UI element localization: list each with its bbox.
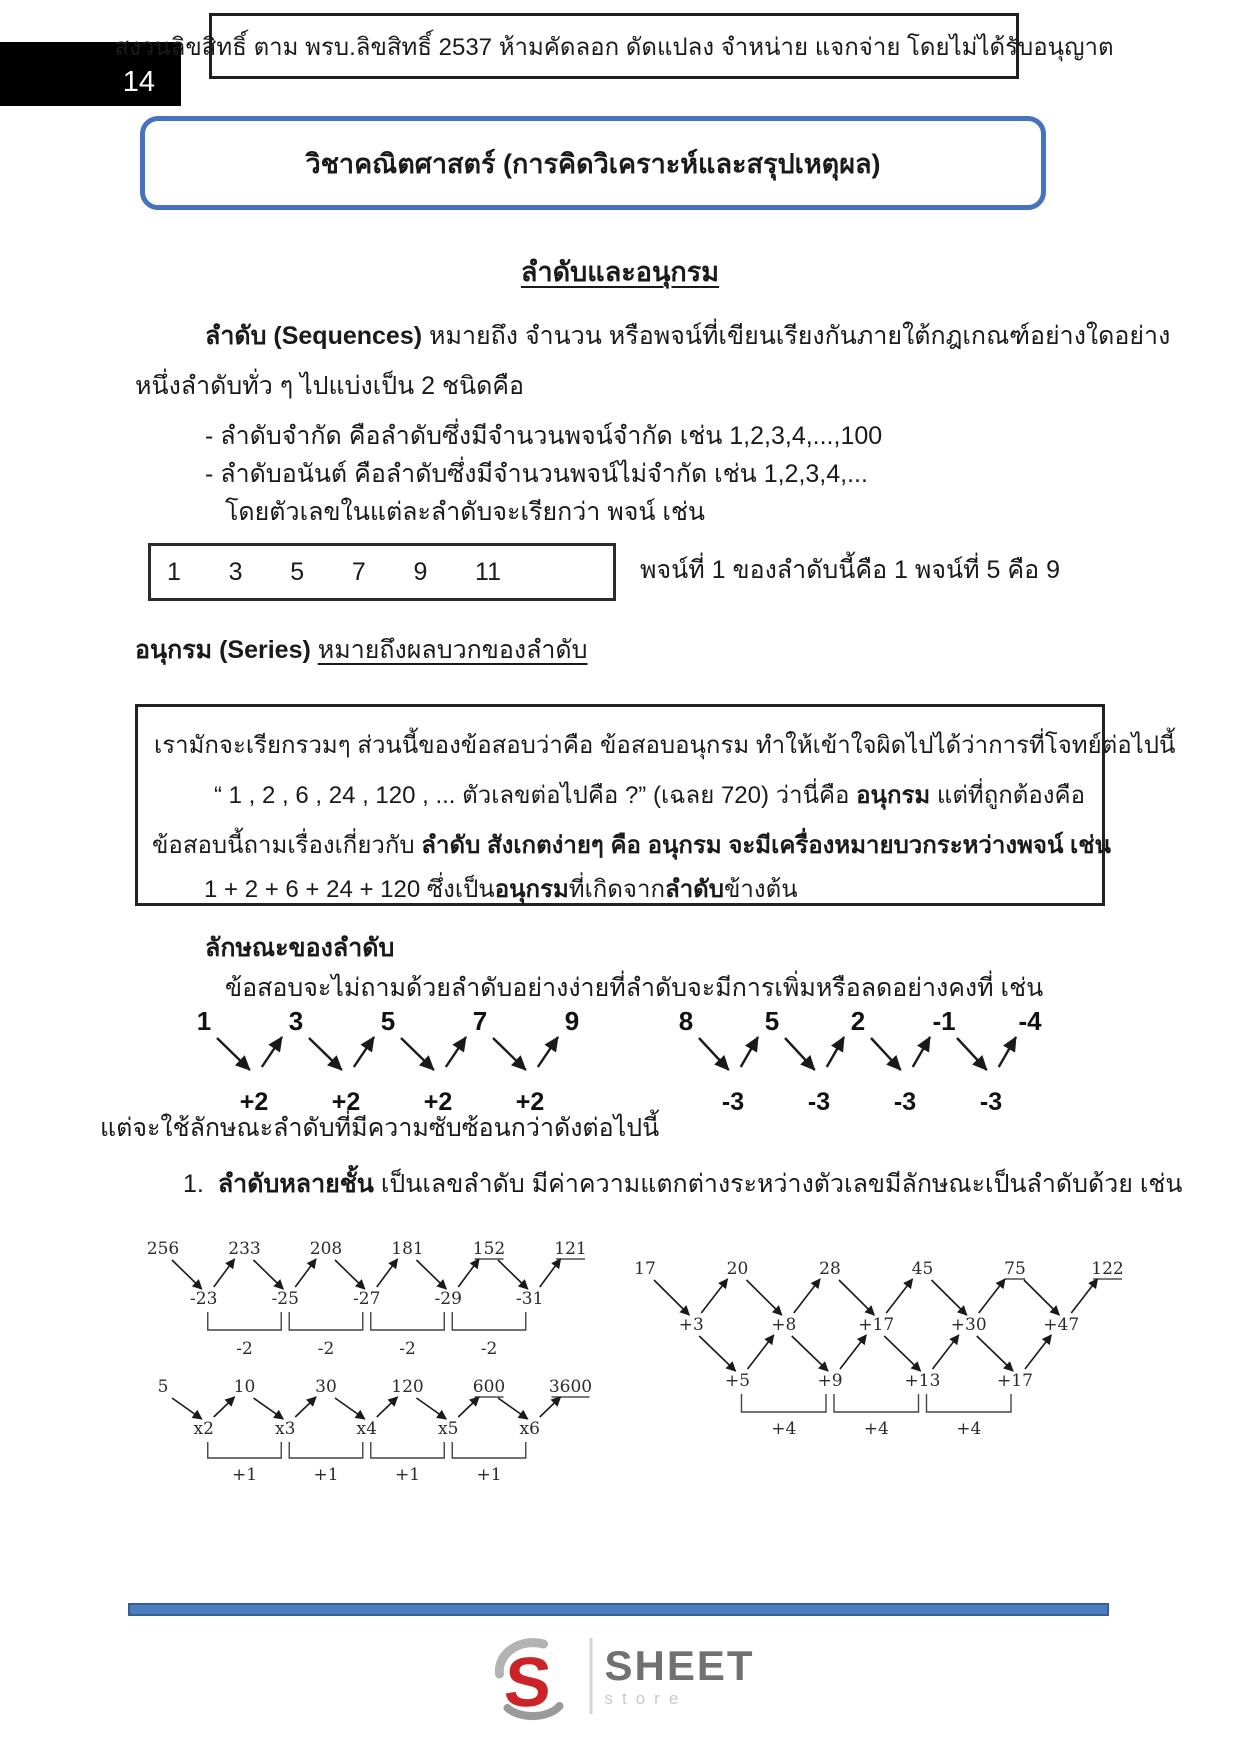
diagram-number: +17 (858, 1315, 895, 1335)
diagram-number: 600 (472, 1377, 506, 1397)
diagram-number: -3 (893, 1088, 917, 1116)
diagram-number: 45 (911, 1259, 934, 1279)
svg-text:S: S (501, 1643, 554, 1721)
diagram-number: +47 (1043, 1315, 1080, 1335)
term-definition-line: โดยตัวเลขในแต่ละลำดับจะเรียกว่า พจน์ เช่น (225, 498, 706, 526)
sequence-term: 1 (167, 557, 181, 586)
diagram-number: +1 (476, 1465, 502, 1485)
diagram-number: 5 (764, 1006, 780, 1036)
series-underlined: หมายถึงผลบวกของลำดับ (317, 636, 588, 664)
diagram-number: 256 (146, 1239, 180, 1259)
diagram-number: -2 (399, 1339, 416, 1359)
diagram-number: -1 (932, 1006, 956, 1036)
zigzag-diagram-2 (652, 998, 1092, 1116)
note-line-2: “ 1 , 2 , 6 , 24 , 120 , ... ตัวเลขต่อไปคือ ?” (เฉลย 720) ว่านี่คือ อนุกรม แต่ที่ถูกต้องคือ (214, 782, 1085, 809)
sheet-store-logo (485, 1630, 754, 1722)
logo-brand: SHEET (604, 1642, 755, 1689)
diagram-number: 10 (233, 1377, 256, 1397)
note-box (135, 704, 1176, 906)
diagram-number: x4 (356, 1419, 377, 1439)
note-line-1: เรามักจะเรียกรวมๆ ส่วนนี้ของข้อสอบว่าคือ ข้อสอบอนุกรม ทำให้เข้าใจผิดไปได้ว่าการที่โจทย์ต่อไปนี้ (154, 732, 1176, 759)
logo-divider (589, 1638, 592, 1714)
diagram-number: 7 (472, 1006, 488, 1036)
subject-title-box (140, 116, 1046, 210)
diagram-number: 3 (288, 1006, 304, 1036)
multilevel-diagram-3 (613, 1250, 1148, 1445)
diagram-number: +4 (863, 1419, 889, 1439)
section-heading: ลำดับและอนุกรม (520, 257, 720, 287)
note-line-3: ข้อสอบนี้ถามเรื่องเกี่ยวกับ ลำดับ สังเกตง่ายๆ คือ อนุกรม จะมีเครื่องหมายบวกระหว่างพจน์ เช่น (152, 832, 1111, 859)
subject-title: วิชาคณิตศาสตร์ (การคิดวิเคราะห์และสรุปเหตุผล) (305, 148, 881, 179)
example-sequence-box (148, 543, 616, 601)
diagram-number: 75 (1004, 1259, 1026, 1279)
diagram-number: 208 (309, 1239, 343, 1259)
sequence-term: 7 (351, 557, 366, 586)
diagram-number: -27 (353, 1289, 381, 1309)
diagram-number: +2 (515, 1088, 545, 1116)
logo-brand-sub: store (604, 1689, 688, 1708)
intro-paragraph-line2: หนึ่งลำดับทั่ว ๆ ไปแบ่งเป็น 2 ชนิดคือ (135, 372, 525, 400)
diagram-number: +1 (394, 1465, 421, 1485)
list-item-multilayer-sequence: 1. ลำดับหลายชั้น เป็นเลขลำดับ มีค่าความแตกต่างระหว่างตัวเลขมีลักษณะเป็นลำดับด้วย เช่น (183, 1170, 1183, 1198)
note-line-4: 1 + 2 + 6 + 24 + 120 ซึ่งเป็นอนุกรมที่เกิดจากลำดับข้างต้น (204, 876, 798, 903)
diagram-number: x6 (519, 1419, 540, 1439)
diagram-number: +5 (724, 1371, 751, 1391)
diagram-number: +2 (239, 1088, 269, 1116)
footer-divider-bar (128, 1603, 1109, 1616)
diagram-number: 181 (391, 1239, 424, 1259)
sequence-term: 3 (228, 557, 243, 586)
characteristics-body: ข้อสอบจะไม่ถามด้วยลำดับอย่างง่ายที่ลำดับจะมีการเพิ่มหรือลดอย่างคงที่ เช่น (225, 974, 1044, 1002)
diagram-number: x5 (438, 1419, 459, 1439)
diagram-number: 121 (554, 1239, 587, 1259)
diagram-number: +13 (904, 1371, 941, 1391)
diagram-number: 17 (634, 1259, 656, 1279)
diagram-number: -2 (480, 1339, 498, 1359)
diagram-number: -4 (1018, 1006, 1042, 1036)
diagram-number: +9 (817, 1371, 843, 1391)
logo-s-icon (485, 1630, 577, 1722)
diagram-number: +4 (956, 1419, 982, 1439)
diagram-number: 20 (726, 1259, 749, 1279)
diagram-number: -25 (271, 1289, 299, 1309)
page-number: 14 (122, 66, 155, 98)
diagram-number: +3 (678, 1315, 704, 1335)
copyright-notice: สงวนลิขสิทธิ์ ตาม พรบ.ลิขสิทธิ์ 2537 ห้ามคัดลอก ดัดแปลง จำหน่าย แจกจ่าย โดยไม่ได้รับอนุญาต (114, 33, 1114, 61)
diagram-number: 5 (380, 1006, 396, 1036)
diagram-number: 5 (157, 1377, 169, 1397)
diagram-number: 233 (228, 1239, 261, 1259)
multilevel-diagram-1 (140, 1232, 620, 1364)
diagram-number: 9 (564, 1006, 580, 1036)
copyright-box (114, 13, 1114, 79)
zigzag-diagram-1 (152, 998, 632, 1116)
diagram-number: -23 (190, 1289, 218, 1309)
diagram-number: 30 (315, 1377, 337, 1397)
diagram-number: -3 (979, 1088, 1003, 1116)
diagram-number: 2 (850, 1006, 866, 1036)
diagram-number: +4 (771, 1419, 797, 1439)
intro-paragraph-line1: ลำดับ (Sequences) หมายถึง จำนวน หรือพจน์ที่เขียนเรียงกันภายใต้กฎเกณฑ์อย่างใดอย่าง (205, 322, 1171, 350)
logo-text (604, 1642, 755, 1708)
diagram-number: 120 (391, 1377, 424, 1397)
sequence-term: 9 (413, 557, 428, 586)
diagram-number: -2 (317, 1339, 335, 1359)
intro-lead-bold: ลำดับ (Sequences) (205, 322, 423, 350)
infinite-sequence-bullet: - ลำดับอนันต์ คือลำดับซึ่งมีจำนวนพจน์ไม่จำกัด เช่น 1,2,3,4,... (205, 460, 868, 488)
multilevel-diagram-2 (140, 1370, 620, 1488)
diagram-number: x3 (275, 1419, 296, 1439)
diagram-number: -2 (236, 1339, 253, 1359)
diagram-number: 122 (1091, 1259, 1124, 1279)
sequence-term: 5 (290, 557, 305, 586)
diagram-number: 152 (472, 1239, 506, 1259)
diagram-number: +1 (313, 1465, 339, 1485)
complex-sequence-intro: แต่จะใช้ลักษณะลำดับที่มีความซับซ้อนกว่าดังต่อไปนี้ (100, 1114, 660, 1142)
series-bold: อนุกรม (Series) (135, 636, 311, 664)
example-sequence-caption: พจน์ที่ 1 ของลำดับนี้คือ 1 พจน์ที่ 5 คือ 9 (640, 556, 1060, 584)
characteristics-heading: ลักษณะของลำดับ (205, 934, 395, 962)
diagram-number: +1 (231, 1465, 258, 1485)
diagram-number: -29 (434, 1289, 462, 1309)
finite-sequence-bullet: - ลำดับจำกัด คือลำดับซึ่งมีจำนวนพจน์จำกัด เช่น 1,2,3,4,...,100 (205, 422, 883, 450)
diagram-number: -3 (807, 1088, 831, 1116)
diagram-number: 1 (196, 1006, 212, 1036)
diagram-number: 28 (819, 1259, 841, 1279)
diagram-number: 8 (678, 1006, 694, 1036)
diagram-number: +2 (423, 1088, 453, 1116)
diagram-number: 3600 (548, 1377, 593, 1397)
diagram-number: x2 (193, 1419, 214, 1439)
diagram-number: +17 (997, 1371, 1033, 1391)
diagram-number: -3 (721, 1088, 745, 1116)
diagram-number: +2 (331, 1088, 361, 1116)
diagram-number: -31 (516, 1289, 544, 1309)
sequence-term: 11 (475, 557, 501, 586)
series-definition-line (135, 630, 588, 670)
diagram-number: +30 (950, 1315, 987, 1335)
diagram-number: +8 (771, 1315, 797, 1335)
